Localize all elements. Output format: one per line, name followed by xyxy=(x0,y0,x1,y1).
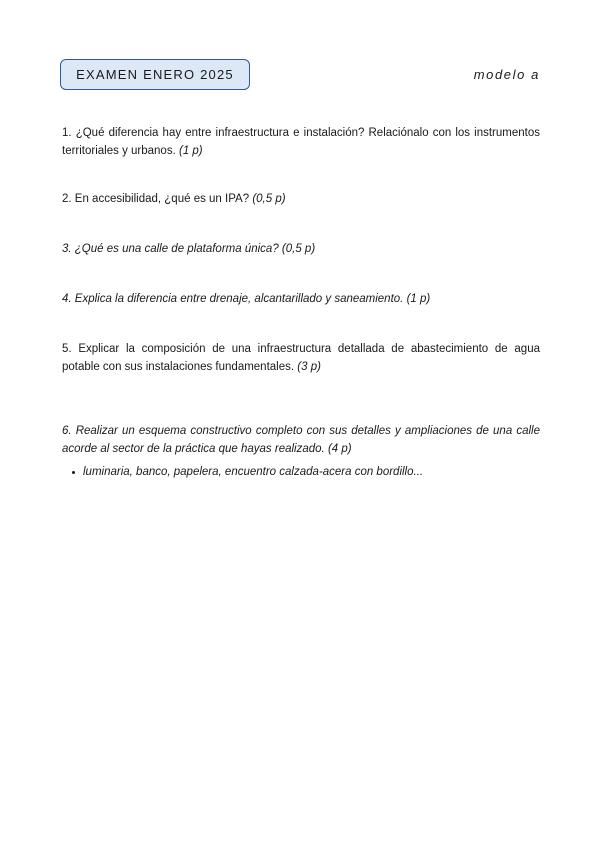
list-item xyxy=(72,464,423,480)
question-2-text: 2. En accesibilidad, ¿qué es un IPA? xyxy=(62,193,250,205)
exam-model-label: modelo a xyxy=(473,67,540,82)
question-2 xyxy=(62,190,540,208)
question-4-points: (1 p) xyxy=(406,293,431,305)
question-3-text: 3. ¿Qué es una calle de plataforma única? xyxy=(62,243,279,255)
question-6-text: 6. Realizar un esquema constructivo completo con sus detalles y ampliaciones de una calle acorde al sector de la práctica que hayas realizado. xyxy=(62,425,540,455)
question-4-text: 4. Explica la diferencia entre drenaje, alcantarillado y saneamiento. xyxy=(62,293,404,305)
question-3 xyxy=(62,240,540,258)
question-5-points: (3 p) xyxy=(297,361,321,373)
question-6 xyxy=(62,422,540,458)
question-1 xyxy=(62,124,540,160)
exam-title-box xyxy=(60,59,250,90)
question-4 xyxy=(62,290,540,308)
question-5-text: 5. Explicar la composición de una infraestructura detallada de abastecimiento de agua potable con sus instalaciones fundamentales. xyxy=(62,343,540,373)
question-6-bullet-list xyxy=(72,464,423,480)
exam-title: EXAMEN ENERO 2025 xyxy=(76,67,234,82)
question-3-points: (0,5 p) xyxy=(281,243,316,255)
bullet-text: luminaria, banco, papelera, encuentro calzada-acera con bordillo... xyxy=(83,466,424,478)
question-2-points: (0,5 p) xyxy=(252,193,286,205)
question-1-points: (1 p) xyxy=(178,145,203,157)
question-6-points: (4 p) xyxy=(327,443,352,455)
bullet-dot-icon xyxy=(72,471,75,474)
question-5 xyxy=(62,340,540,376)
question-1-text: 1. ¿Qué diferencia hay entre infraestructura e instalación? Relaciónalo con los instrumentos territoriales y urbanos. xyxy=(62,127,540,157)
